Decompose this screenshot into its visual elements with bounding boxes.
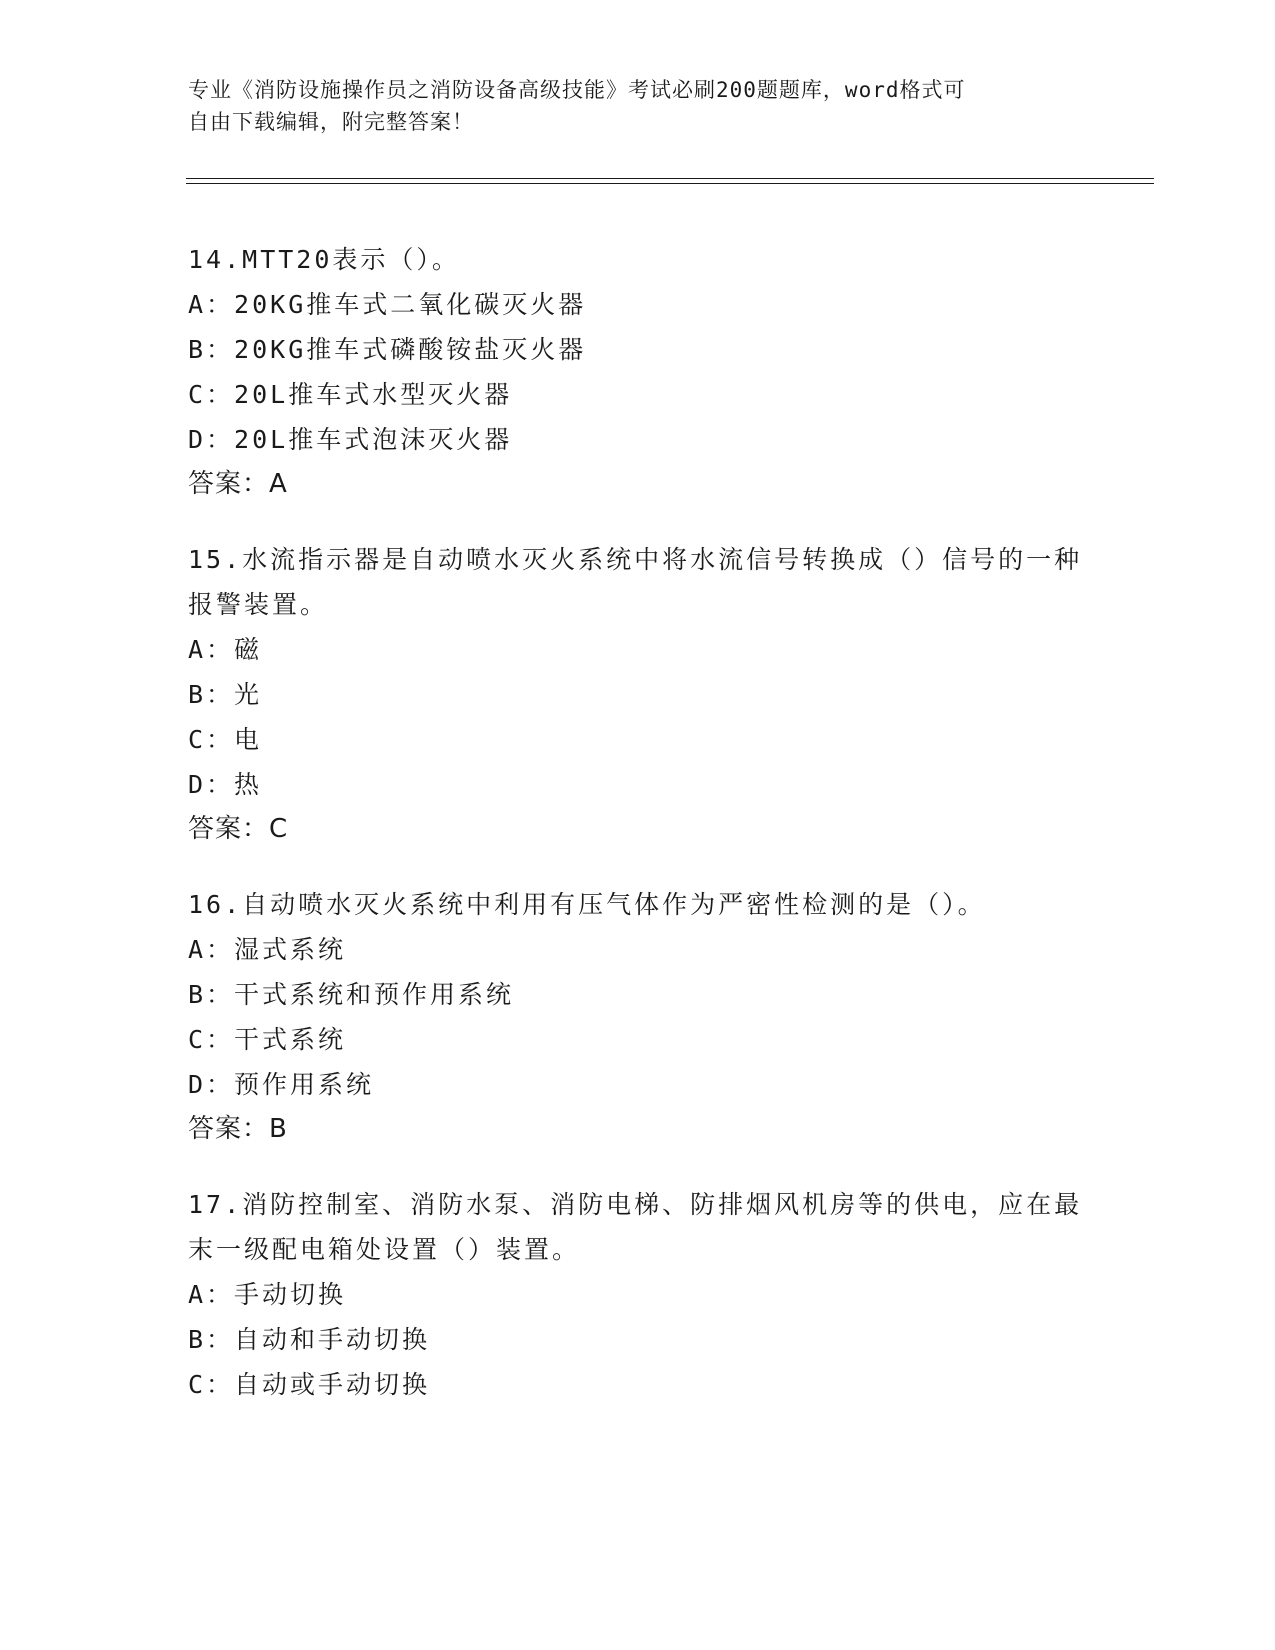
question-16 — [188, 882, 1088, 1152]
option-b: B：自动和手动切换 — [188, 1325, 431, 1354]
option-c: C：干式系统 — [188, 1025, 347, 1054]
option-c: C：20L推车式水型灭火器 — [188, 380, 513, 409]
option-c: C：自动或手动切换 — [188, 1370, 431, 1399]
option-b: B：20KG推车式磷酸铵盐灭火器 — [188, 335, 587, 364]
option-a: A：手动切换 — [188, 1280, 347, 1309]
option-d: D：20L推车式泡沫灭火器 — [188, 425, 513, 454]
option-d: D：热 — [188, 770, 263, 799]
header-line-1: 专业《消防设施操作员之消防设备高级技能》考试必刷200题题库，word格式可 — [188, 78, 966, 102]
option-a: A：磁 — [188, 635, 263, 664]
option-a: A：20KG推车式二氧化碳灭火器 — [188, 290, 587, 319]
option-c: C：电 — [188, 725, 263, 754]
question-17 — [188, 1182, 1088, 1407]
question-15 — [188, 537, 1088, 852]
document-header — [188, 74, 1088, 138]
header-divider-top — [186, 178, 1154, 179]
option-b: B：光 — [188, 680, 263, 709]
header-line-2: 自由下载编辑，附完整答案！ — [188, 110, 474, 134]
question-list — [188, 237, 1088, 1437]
option-b: B：干式系统和预作用系统 — [188, 980, 515, 1009]
answer-line: 答案：B — [188, 1114, 288, 1144]
option-d: D：预作用系统 — [188, 1070, 375, 1099]
question-stem: 16.自动喷水灭火系统中利用有压气体作为严密性检测的是（）。 — [188, 890, 986, 919]
answer-line: 答案：C — [188, 814, 289, 844]
option-a: A：湿式系统 — [188, 935, 347, 964]
question-14 — [188, 237, 1088, 507]
question-stem: 14.MTT20表示（）。 — [188, 245, 460, 274]
header-divider-bottom — [186, 183, 1154, 184]
question-stem: 17.消防控制室、消防水泵、消防电梯、防排烟风机房等的供电，应在最末一级配电箱处设置（）装置。 — [188, 1190, 1083, 1264]
question-stem: 15.水流指示器是自动喷水灭火系统中将水流信号转换成（）信号的一种报警装置。 — [188, 545, 1083, 619]
answer-line: 答案：A — [188, 469, 288, 499]
